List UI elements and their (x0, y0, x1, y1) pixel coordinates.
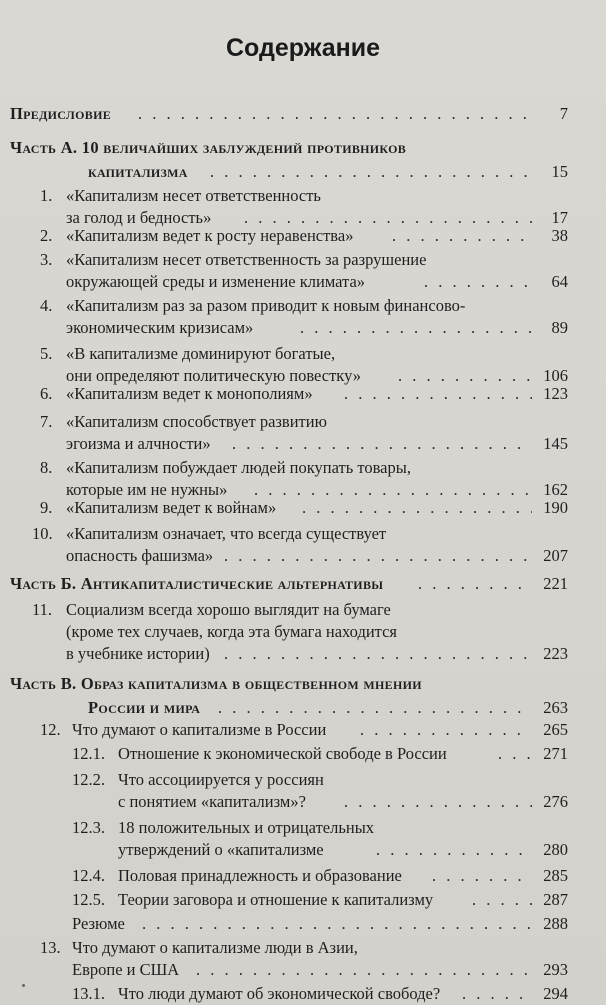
toc-page-number: 7 (559, 104, 568, 123)
toc-page-number: 221 (543, 574, 568, 593)
toc-page-number: 123 (543, 384, 568, 403)
toc-entry-text: Часть А. 10 величайших заблуждений противников (10, 138, 407, 157)
toc-entry-number: 6. (40, 384, 53, 403)
toc-entry-number: 12.1. (72, 744, 105, 763)
toc-entry-text: Отношение к экономической свободе в России (118, 744, 447, 763)
toc-entry-text: утверждений о «капитализме (118, 840, 324, 859)
toc-entry-text: эгоизма и алчности» (66, 434, 211, 453)
page-title: Содержание (225, 34, 381, 62)
leader-dots (424, 272, 532, 292)
toc-entry-text: с понятием «капитализм»? (118, 792, 306, 811)
toc-entry-text: «Капитализм несет ответственность (66, 186, 321, 205)
toc-page-number: 293 (543, 960, 568, 979)
leader-dots (432, 866, 532, 886)
leader-dots (218, 698, 532, 718)
toc-entry-number: 4. (40, 296, 53, 315)
toc-page-number: 38 (551, 226, 568, 245)
toc-entry-number: 9. (40, 498, 53, 517)
leader-dots (344, 792, 532, 812)
leader-dots (224, 644, 532, 664)
toc-entry-text: Часть Б. Антикапиталистические альтернативы (10, 574, 384, 593)
toc-entry-number: 3. (40, 250, 53, 269)
toc-entry-text: «Капитализм ведет к войнам» (66, 498, 277, 517)
leader-dots (232, 434, 532, 454)
leader-dots (344, 384, 532, 404)
toc-entry-text: Теории заговора и отношение к капитализму (118, 890, 434, 909)
leader-dots (302, 498, 532, 518)
toc-entry-text: капитализма (88, 162, 188, 181)
toc-entry-text: Часть В. Образ капитализма в общественном мнении (10, 674, 422, 693)
toc-page-number: 106 (543, 366, 568, 385)
toc-entry-text: Что думают о капитализме в России (72, 720, 327, 739)
toc-page-number: 223 (543, 644, 568, 663)
leader-dots (418, 574, 532, 594)
toc-entry-text: Европе и США (72, 960, 180, 979)
toc-entry-text: окружающей среды и изменение климата» (66, 272, 366, 291)
toc-page-number: 207 (543, 546, 568, 565)
toc-entry-text: «В капитализме доминируют богатые, (66, 344, 336, 363)
toc-entry-text: которые им не нужны» (66, 480, 228, 499)
toc-entry-number: 12. (40, 720, 61, 739)
toc-entry-number: 10. (32, 524, 53, 543)
toc-entry-number: 13. (40, 938, 61, 957)
toc-entry-text: Что ассоциируется у россиян (118, 770, 324, 789)
toc-entry-text: «Капитализм несет ответственность за разрушение (66, 250, 427, 269)
leader-dots (138, 104, 528, 124)
toc-page-number: 15 (551, 162, 568, 181)
toc-page-number: 288 (543, 914, 568, 933)
toc-page-number: 263 (543, 698, 568, 717)
toc-page-number: 265 (543, 720, 568, 739)
toc-entry-text: опасность фашизма» (66, 546, 214, 565)
leader-dots (142, 914, 532, 934)
toc-entry-text: Резюме (72, 914, 125, 933)
toc-entry-text: «Капитализм способствует развитию (66, 412, 327, 431)
toc-entry-text: 18 положительных и отрицательных (118, 818, 375, 837)
toc-entry-number: 8. (40, 458, 53, 477)
toc-entry-text: в учебнике истории) (66, 644, 210, 663)
toc-entry-number: 12.2. (72, 770, 105, 789)
toc-entry-text: Предисловие (10, 104, 112, 123)
toc-page-number: 145 (543, 434, 568, 453)
toc-page-number: 89 (551, 318, 568, 337)
toc-page-number: 294 (543, 984, 568, 1003)
toc-entry-text: Социализм всегда хорошо выглядит на бумаге (66, 600, 391, 619)
leader-dots (360, 720, 532, 740)
toc-entry-number: 7. (40, 412, 53, 431)
toc-entry-text: России и мира (88, 698, 201, 717)
toc-page-number: 287 (543, 890, 568, 909)
leader-dots (392, 226, 532, 246)
toc-entry-number: 1. (40, 186, 53, 205)
toc-entry-number: 12.5. (72, 890, 105, 909)
print-speck (22, 984, 25, 987)
toc-page-number: 17 (551, 208, 568, 227)
leader-dots (210, 162, 532, 182)
leader-dots (244, 208, 534, 228)
toc-entry-number: 2. (40, 226, 53, 245)
toc-entry-text: Что люди думают об экономической свободе? (118, 984, 441, 1003)
toc-entry-text: «Капитализм раз за разом приводит к новым финансово- (66, 296, 466, 315)
toc-page-number: 190 (543, 498, 568, 517)
toc-entry-text: экономическим кризисам» (66, 318, 254, 337)
toc-entry-text: «Капитализм ведет к монополиям» (66, 384, 313, 403)
toc-page-number: 64 (551, 272, 568, 291)
leader-dots (300, 318, 532, 338)
toc-entry-text: Половая принадлежность и образование (118, 866, 402, 885)
toc-entry-text: (кроме тех случаев, когда эта бумага находится (66, 622, 397, 641)
toc-entry-text: они определяют политическую повестку» (66, 366, 362, 385)
leader-dots (196, 960, 532, 980)
toc-entry-text: «Капитализм означает, что всегда существует (66, 524, 387, 543)
toc-page-number: 276 (543, 792, 568, 811)
toc-page-number: 162 (543, 480, 568, 499)
toc-entry-text: за голод и бедность» (66, 208, 212, 227)
leader-dots (254, 480, 532, 500)
toc-page-number: 271 (543, 744, 568, 763)
toc-entry-number: 12.4. (72, 866, 105, 885)
toc-page-number: 285 (543, 866, 568, 885)
toc-entry-text: Что думают о капитализме люди в Азии, (72, 938, 358, 957)
leader-dots (376, 840, 532, 860)
toc-page-number: 280 (543, 840, 568, 859)
leader-dots (224, 546, 532, 566)
toc-entry-number: 13.1. (72, 984, 105, 1003)
toc-entry-number: 11. (32, 600, 53, 619)
toc-entry-text: «Капитализм ведет к росту неравенства» (66, 226, 354, 245)
toc-entry-text: «Капитализм побуждает людей покупать товары, (66, 458, 411, 477)
leader-dots (398, 366, 532, 386)
toc-entry-number: 5. (40, 344, 53, 363)
toc-entry-number: 12.3. (72, 818, 105, 837)
